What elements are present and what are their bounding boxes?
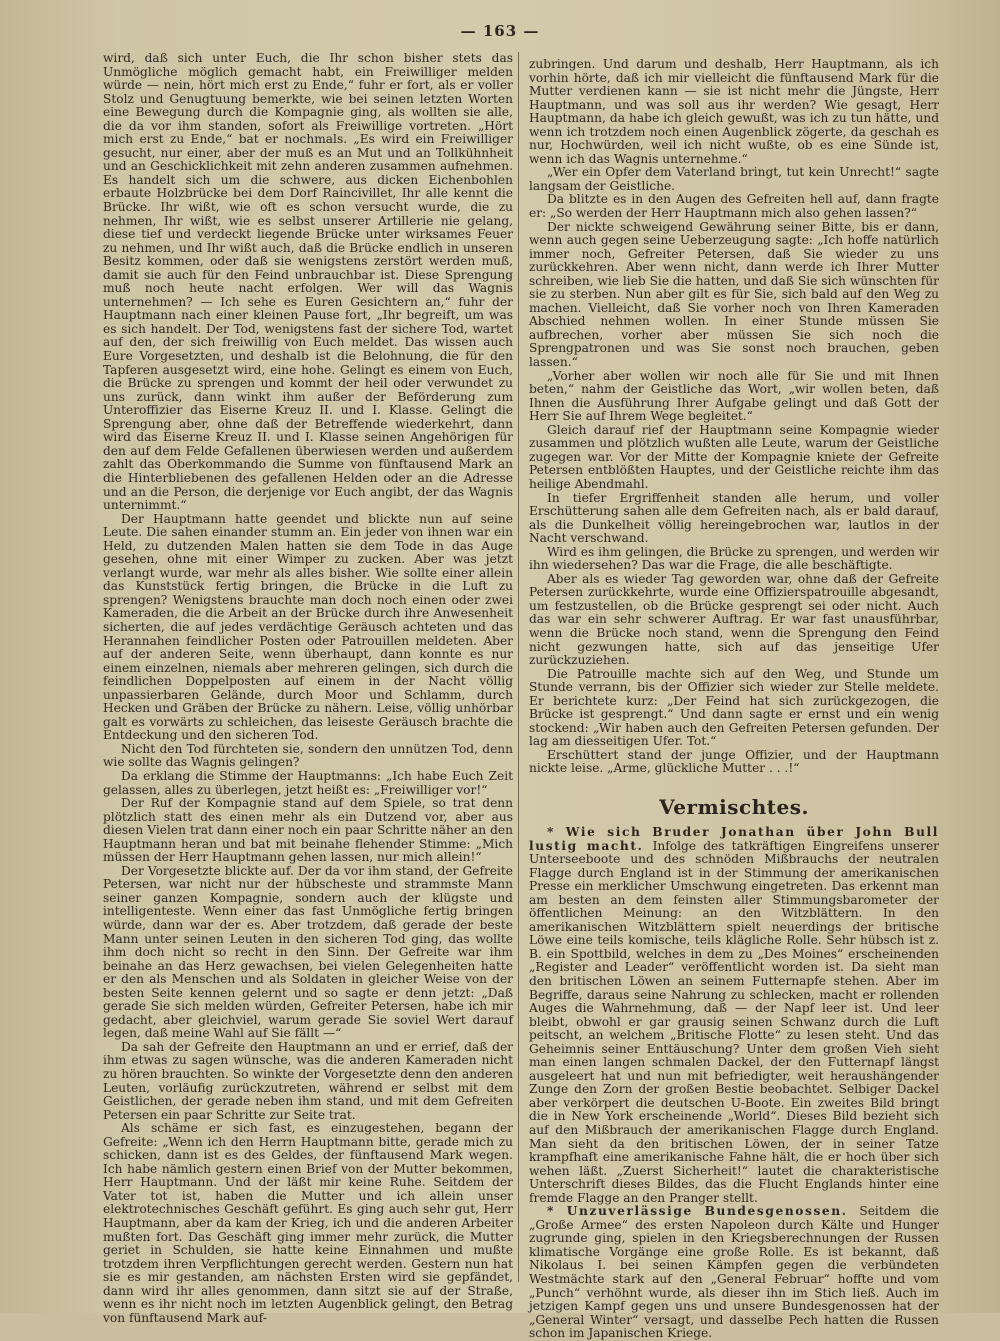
column-divider (518, 52, 519, 1282)
story-paragraph: wird, daß sich unter Euch, die Ihr schon bisher stets das Unmögliche möglich gemacht habt, ein Freiwilliger melden würde — nein, hört mich erst zu Ende,“ fuhr er fort, als er voller Stolz und Genugtuung bemerkte, wie bei seinen letzten Worten eine Bewegung durch die Kompagnie ging, als wollten sie alle, die da vor ihm standen, sofort als Freiwillige vortreten. „Hört mich erst zu Ende,“ bat er nochmals. „Es wird ein Freiwilliger gesucht, nur einer, aber der muß es an Mut und an Tollkühnheit und an Geschicklichkeit mit zehn anderen zusammen aufnehmen. Es handelt sich um die schwere, aus dicken Eichenbohlen erbaute Holzbrücke bei dem Dorf Raincivillet, Ihr alle kennt die Brücke. Ihr wißt, wie oft es schon versucht wurde, die zu nehmen, Ihr wißt, wie es selbst unserer Artillerie nie gelang, diese tief und verdeckt liegende Brücke unter wirksames Feuer zu nehmen, und Ihr wißt auch, daß die Brücke endlich in unseren Besitz kommen, oder daß sie wenigstens zerstört werden muß, damit sie auch für den Feind unbrauchbar ist. Diese Sprengung muß noch heute nacht erfolgen. Wer will das Wagnis unternehmen? — Ich sehe es Euren Gesichtern an,“ fuhr der Hauptmann nach einer kleinen Pause fort, „Ihr begreift, um was es sich handelt. Der Tod, wenigstens fast der sichere Tod, wartet auf den, der sich freiwillig von Euch meldet. Das wissen auch Eure Vorgesetzten, und deshalb ist die Belohnung, die für den Tapferen ausgesetzt wird, eine hohe. Gelingt es einem von Euch, die Brücke zu sprengen und kommt der heil oder verwundet zu uns zurück, dann winkt ihm außer der Beförderung zum Unteroffizier das Eiserne Kreuz II. und I. Klasse. Gelingt die Sprengung aber, ohne daß der Betreffende wiederkehrt, dann wird das Eiserne Kreuz II. und I. Klasse seinen Angehörigen für den auf dem Felde Gefallenen überwiesen werden und außerdem zahlt das Oberkommando die Summe von fünftausend Mark an die Hinterbliebenen des gefallenen Helden oder an die Adresse und an die Person, die derjenige vor Euch angibt, der das Wagnis unternimmt.“ (103, 51, 513, 513)
story-paragraph: Da blitzte es in den Augen des Gefreiten hell auf, dann fragte er: „So werden der Herr Hauptmann mich also gehen lassen?“ (529, 192, 939, 221)
story-paragraph: Aber als es wieder Tag geworden war, ohne daß der Gefreite Petersen zurückkehrte, wurde eine Offizierspatrouille abgesandt, um festzustellen, ob die Brücke gesprengt sei oder nicht. Auch das war ein sehr schwerer Auftrag. Er war fast unausführbar, wenn die Brücke noch stand, wenn die Sprengung den Feind nicht gezwungen hatte, sich auf das jenseitige Ufer zurückzuziehen. (529, 571, 939, 668)
story-paragraph: Als schäme er sich fast, es einzugestehen, begann der Gefreite: „Wenn ich den Herrn Hauptmann bitte, gerade mich zu schicken, dann ist es des Geldes, der fünftausend Mark wegen. Ich habe nämlich gestern einen Brief von der Mutter bekommen, Herr Hauptmann. Und der läßt mir keine Ruhe. Seitdem der Vater tot ist, haben die Mutter und ich allein unser elektrotechnisches Geschäft geführt. Es ging auch sehr gut, Herr Hauptmann, aber da kam der Krieg, ich und die anderen Arbeiter mußten fort. Das Geschäft ging immer mehr zurück, die Mutter geriet in Schulden, sie hatte keine Einnahmen und mußte trotzdem ihren Verpflichtungen gerecht werden. Gestern nun hat sie es mir gestanden, am nächsten Ersten wird sie gepfändet, dann wird ihr alles genommen, dann sitzt sie auf der Straße, wenn es ihr nicht noch im letzten Augenblick gelingt, den Betrag von fünftausend Mark auf- (103, 1121, 513, 1325)
article-lead: * Wie sich Bruder Jonathan über John Bull lustig macht. (529, 824, 939, 853)
article-lead: * Unzuverlässige Bundesgenossen. (547, 1204, 860, 1219)
story-paragraph: Nicht den Tod fürchteten sie, sondern den unnützen Tod, denn wie sollte das Wagnis gelingen? (103, 741, 513, 770)
story-paragraph: Gleich darauf rief der Hauptmann seine Kompagnie wieder zusammen und plötzlich wußten alle Leute, warum der Geistliche zugegen war. Vor der Mitte der Kompagnie kniete der Gefreite Petersen entblößten Hauptes, und der Geistliche reichte ihm das heilige Abendmahl. (529, 422, 939, 491)
article (529, 1205, 939, 1340)
story-paragraph: zubringen. Und darum und deshalb, Herr Hauptmann, als ich vorhin hörte, daß ich mir vielleicht die fünftausend Mark für die Mutter verdienen kann — sie ist nicht mehr die Jüngste, Herr Hauptmann, und was soll aus ihr werden? Wie gesagt, Herr Hauptmann, da habe ich gleich gewußt, was ich zu tun hätte, und wenn ich trotzdem noch einen Augenblick zögerte, da geschah es nur, Hochwürden, weil ich nicht wußte, ob es eine Sünde ist, wenn ich das Wagnis unternehme.“ (529, 57, 939, 166)
story-paragraph: „Wer ein Opfer dem Vaterland bringt, tut kein Unrecht!“ sagte langsam der Geistliche. (529, 165, 939, 193)
article-body: Seitdem die „Große Armee“ des ersten Napoleon durch Kälte und Hunger zugrunde ging, spielen in den Kriegsberechnungen der Russen klimatische Vorgänge eine große Rolle. Es ist bekannt, daß Nikolaus I. bei seinen Kämpfen gegen die verbündeten Westmächte stark auf den „General Februar“ hoffte und vom „Punch“ verhöhnt wurde, als dieser ihn im Stich ließ. Auch im jetzigen Kampf gegen uns und unsere Bundesgenossen hat der „General Winter“ versagt, und dasselbe Pech hatten die Russen schon im Japanischen Kriege. (529, 1204, 939, 1341)
article (529, 826, 939, 1205)
article-body: Infolge des tatkräftigen Eingreifens unserer Unterseeboote und des schnöden Mißbrauchs der neutralen Flagge durch England ist in der Stimmung der amerikanischen Presse ein merklicher Umschwung eingetreten. Das erkennt man am besten an dem feinsten aller Stimmungsbarometer der öffentlichen Meinung: an den Witzblättern. In den amerikanischen Witzblättern spielt neuerdings der britische Löwe eine teils komische, teils klägliche Rolle. Sehr hübsch ist z. B. ein Spottbild, welches in dem zu „Des Moines“ erscheinenden „Register and Leader“ veröffentlicht worden ist. Da sieht man den britischen Löwen an seinem Futternapfe stehen. Aber im Begriffe, daraus seine Nahrung zu schlecken, macht er rollenden Auges die Wahrnehmung, daß — der Napf leer ist. Und leer bleibt, obwohl er gar grausig seinen Schwanz durch die Luft peitscht, an welchem „Britische Flotte“ zu lesen steht. Und das Geheimnis seiner Enttäuschung? Unter dem großen Vieh sieht man einen langen schmalen Dackel, der den Futternapf längst ausgeleert hat und nun mit befriedigter, weit heraushängender Zunge den Zorn der großen Bestie beobachtet. Selbiger Dackel aber verkörpert die deutschen U-Boote. Ein zweites Bild bringt die in New York erscheinende „World“. Dieses Bild bezieht sich auf den Mißbrauch der amerikanischen Flagge durch England. Man sieht da den britischen Löwen, der in seiner Tatze krampfhaft eine amerikanische Fahne hält, die er hoch über sich wehen läßt. „Zuerst Sicherheit!“ lautet die charakteristische Unterschrift dieses Bildes, das die Flucht Englands hinter eine fremde Flagge an den Pranger stellt. (529, 838, 940, 1205)
page-number: — 163 — (460, 22, 540, 40)
right-column (529, 58, 939, 1341)
story-paragraph: Der Vorgesetzte blickte auf. Der da vor ihm stand, der Gefreite Petersen, war nicht nur der hübscheste und strammste Mann seiner ganzen Kompagnie, sondern auch der klügste und intelligenteste. Wenn einer das fast Unmögliche fertig bringen würde, dann war der es. Aber trotzdem, daß gerade der beste Mann unter seinen Leuten in den sicheren Tod ging, das wollte ihm doch nicht so recht in den Sinn. Der Gefreite war ihm beinahe an das Herz gewachsen, bei vielen Gelegenheiten hatte er den als Menschen und als Soldaten in gleicher Weise von der besten Seite kennen gelernt und so sagte er denn jetzt: „Daß gerade Sie sich melden würden, Gefreiter Petersen, habe ich mir gedacht, aber gleichviel, warum gerade Sie soviel Wert darauf legen, daß meine Wahl auf Sie fällt —“ (103, 863, 513, 1041)
story-paragraph: Wird es ihm gelingen, die Brücke zu sprengen, und werden wir ihn wiedersehen? Das war die Frage, die alle beschäftigte. (529, 544, 939, 573)
story-paragraph: Der Ruf der Kompagnie stand auf dem Spiele, so trat denn plötzlich statt des einen mehr als ein Dutzend vor, aber aus diesen Vielen trat dann einer noch ein paar Schritte näher an den Hauptmann heran und bat mit beinahe flehender Stimme: „Mich müssen der Herr Hauptmann gehen lassen, nur mich allein!“ (103, 796, 513, 865)
story-paragraph: Da erklang die Stimme der Hauptmanns: „Ich habe Euch Zeit gelassen, alles zu überlegen, jetzt heißt es: „Freiwilliger vor!“ (103, 768, 513, 797)
story-paragraph: Der Hauptmann hatte geendet und blickte nun auf seine Leute. Die sahen einander stumm an. Ein jeder von ihnen war ein Held, zu dutzenden Malen hatten sie dem Tode in das Auge gesehen, ohne mit einer Wimper zu zucken. Aber was jetzt verlangt wurde, war mehr als alles bisher. Wie sollte einer allein das Kunststück fertig bringen, die Brücke in die Luft zu sprengen? Wenigstens brauchte man doch noch einen oder zwei Kameraden, die die Arbeit an der Brücke durch ihre Anwesenheit sicherten, die auf jedes verdächtige Geräusch achteten und das Herannahen feindlicher Posten oder Patrouillen meldeten. Aber auf der anderen Seite, wenn überhaupt, dann konnte es nur einem einzelnen, niemals aber mehreren gelingen, sich durch die feindlichen Doppelposten auf einem in der Nacht völlig unpassierbaren Gelände, durch Moor und Schlamm, durch Hecken und Gräben der Brücke zu nähern. Leise, völlig unhörbar galt es vorwärts zu schleichen, das leiseste Geräusch brachte die Entdeckung und den sicheren Tod. (103, 511, 513, 743)
story-paragraph: „Vorher aber wollen wir noch alle für Sie und mit Ihnen beten,“ nahm der Geistliche das Wort, „wir wollen beten, daß Ihnen die Ausführung Ihrer Aufgabe gelingt und daß Gott der Herr Sie auf Ihrem Wege begleitet.“ (529, 368, 939, 424)
story-paragraph: Erschüttert stand der junge Offizier, und der Hauptmann nickte leise. „Arme, glückliche Mutter . . .!“ (529, 747, 939, 776)
story-paragraph: Die Patrouille machte sich auf den Weg, und Stunde um Stunde verrann, bis der Offizier sich wieder zur Stelle meldete. Er berichtete kurz: „Der Feind hat sich zurückgezogen, die Brücke ist gesprengt.“ Und dann sagte er ernst und ein wenig stockend: „Wir haben auch den Gefreiten Petersen gefunden. Der lag am diesseitigen Ufer. Tot.“ (529, 666, 939, 749)
story-paragraph: In tiefer Ergriffenheit standen alle herum, und voller Erschütterung sahen alle dem Gefreiten nach, als er bald darauf, als die Dunkelheit völlig hereingebrochen war, lautlos in der Nacht verschwand. (529, 490, 939, 546)
story-paragraph: Der nickte schweigend Gewährung seiner Bitte, bis er dann, wenn auch gegen seine Ueberzeugung sagte: „Ich hoffe natürlich immer noch, Gefreiter Petersen, daß Sie wieder zu uns zurückkehren. Aber wenn nicht, dann werde ich Ihrer Mutter schreiben, wie lieb Sie die hatten, und daß Sie sich wünschten für sie zu sterben. Nun aber gilt es für Sie, sich bald auf den Weg zu machen. Vielleicht, daß Sie vorher noch von Ihren Kameraden Abschied nehmen wollen. In einer Stunde müssen Sie aufbrechen, vorher aber müssen Sie sich noch die Sprengpatronen und was Sie sonst noch brauchen, geben lassen.“ (529, 219, 939, 370)
section-heading: Vermischtes. (659, 794, 809, 819)
left-column (103, 52, 513, 1325)
story-paragraph: Da sah der Gefreite den Hauptmann an und er errief, daß der ihm etwas zu sagen wünsche, was die anderen Kameraden nicht zu hören brauchten. So winkte der Vorgesetzte denn den anderen Leuten, vorläufig zurückzutreten, während er selbst mit dem Geistlichen, der gerade neben ihm stand, und mit dem Gefreiten Petersen ein paar Schritte zur Seite trat. (103, 1039, 513, 1122)
